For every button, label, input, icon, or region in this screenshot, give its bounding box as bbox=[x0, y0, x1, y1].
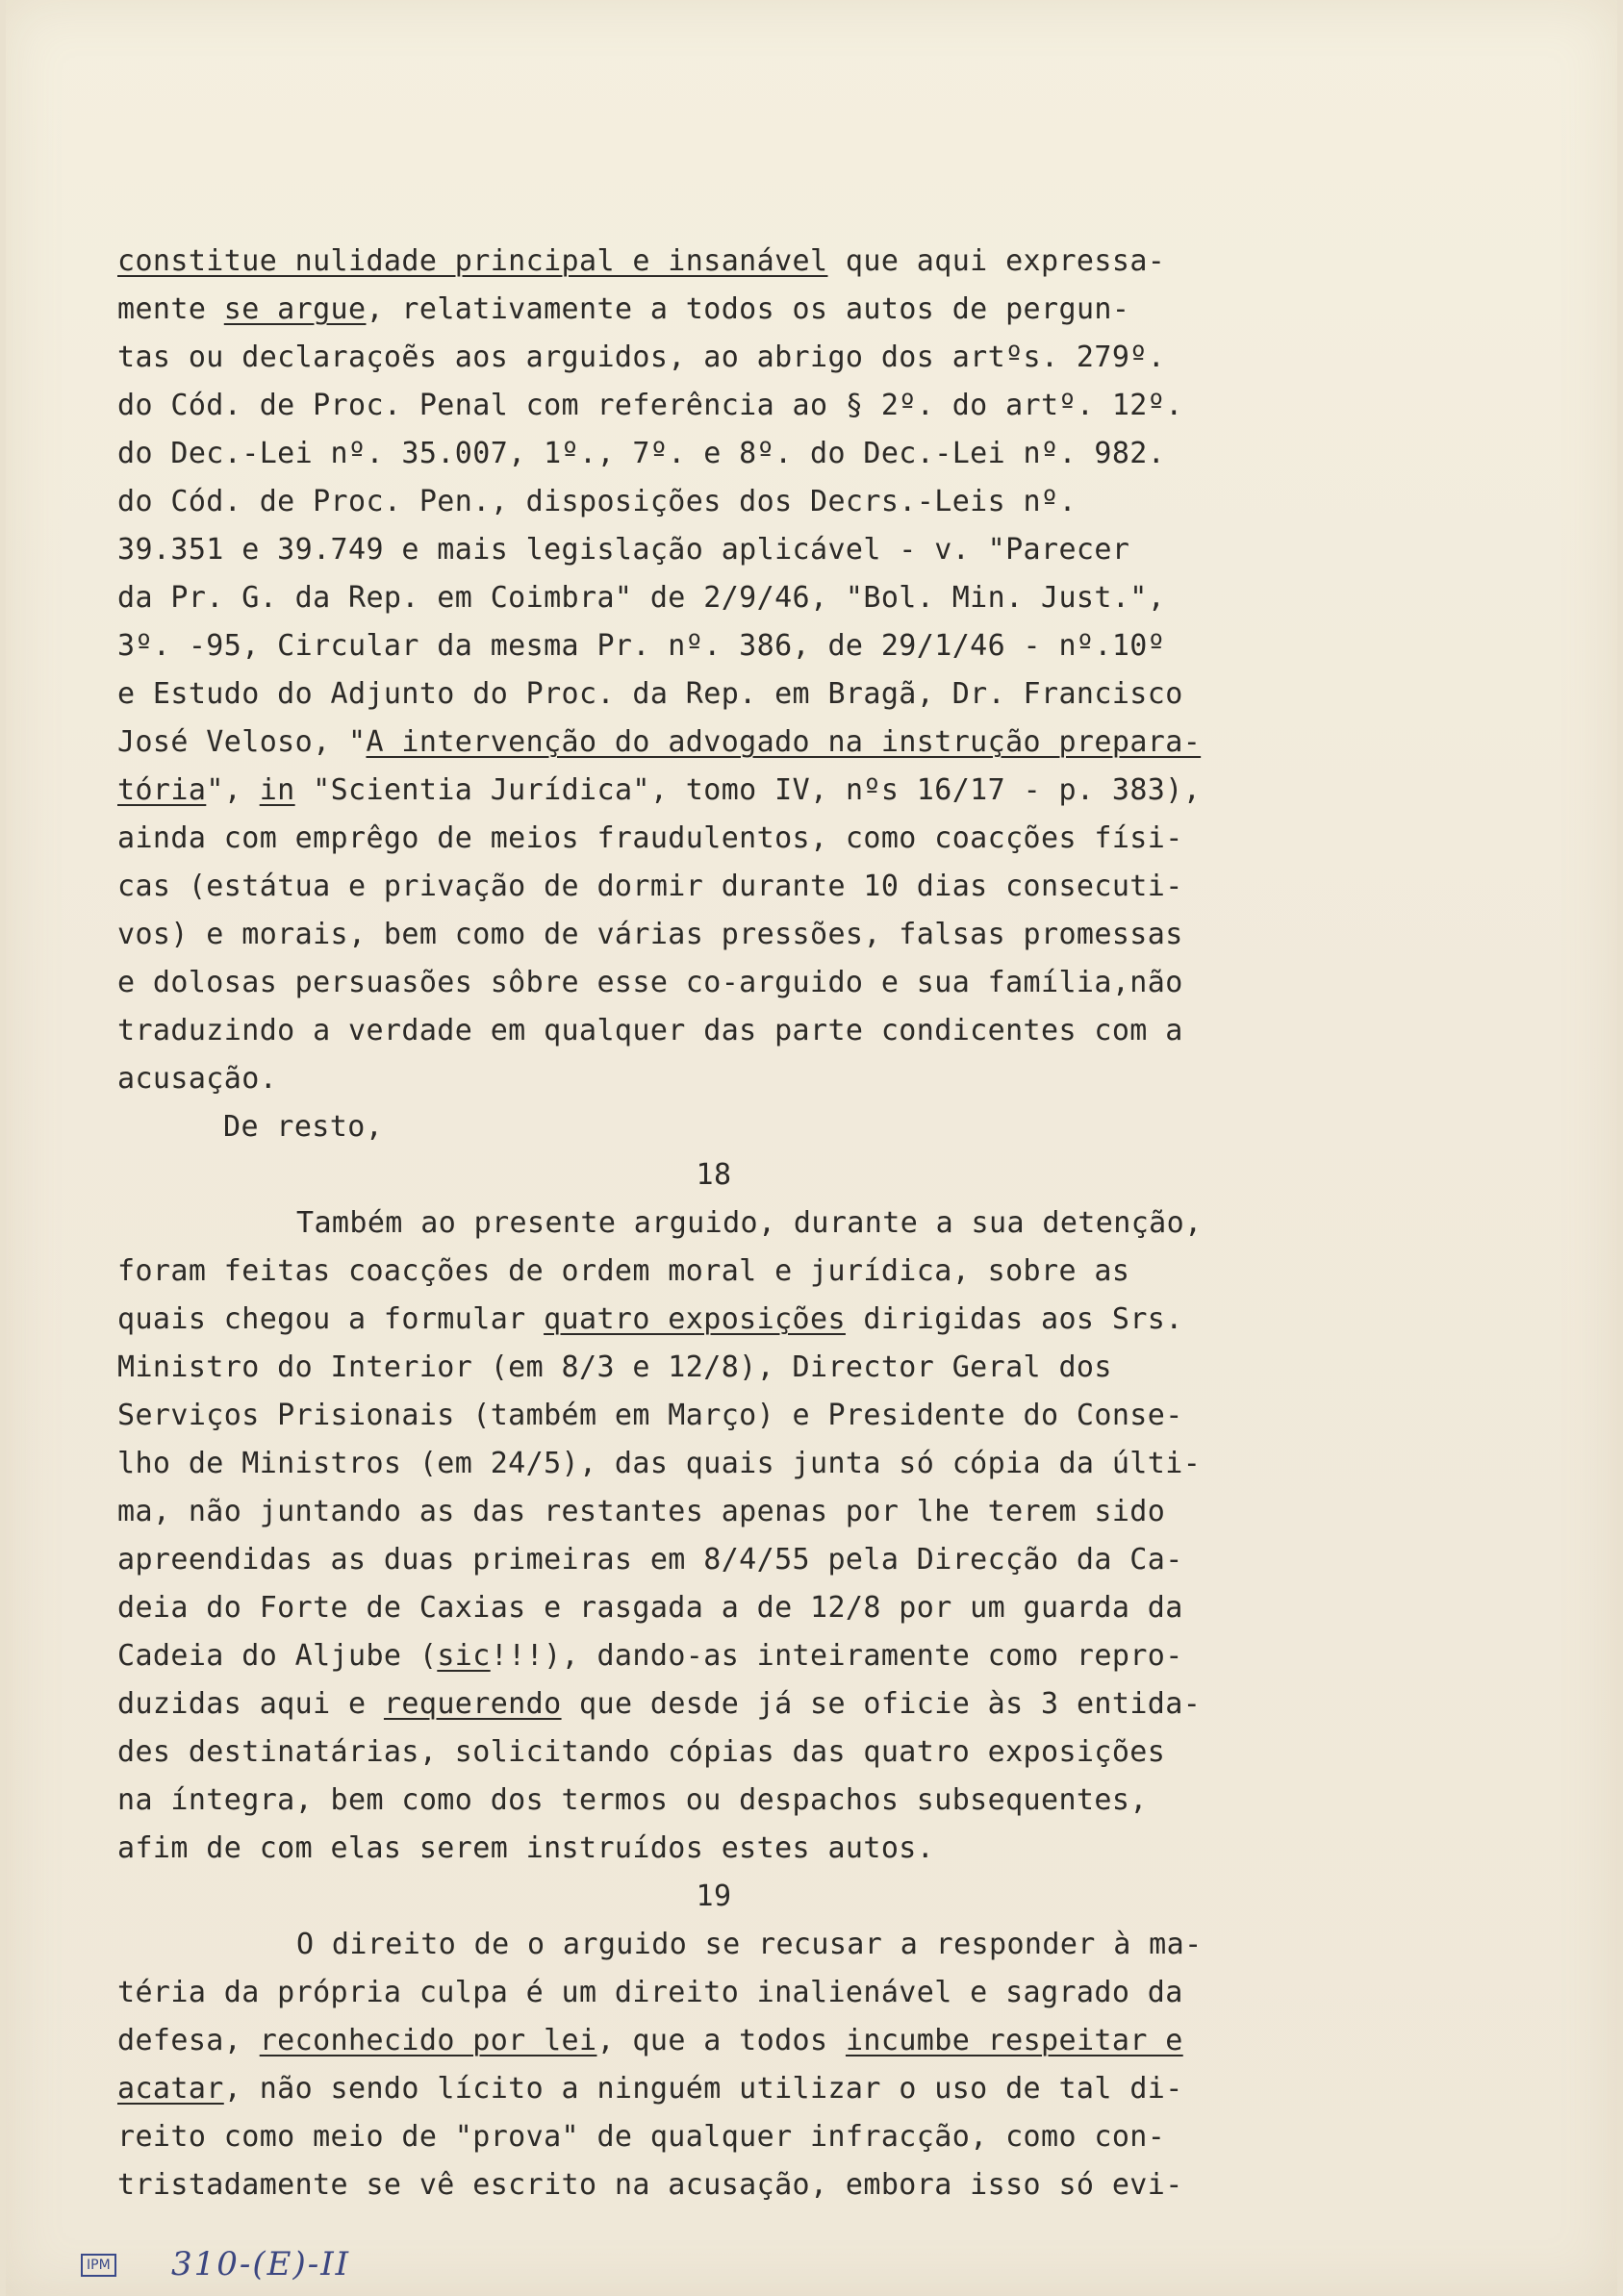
text-line bbox=[117, 2065, 1310, 2113]
handwritten-reference: 310-(E)-II bbox=[171, 2245, 351, 2283]
text-segment: tristadamente se vê escrito na acusação, embora isso só evi- bbox=[117, 2168, 1183, 2202]
text-segment: mente bbox=[117, 292, 224, 326]
text-line bbox=[117, 430, 1310, 478]
text-segment: ma, não juntando as das restantes apenas por lhe terem sido bbox=[117, 1495, 1166, 1528]
text-line bbox=[117, 334, 1310, 382]
underlined-text: in bbox=[259, 773, 295, 807]
text-segment: afim de com elas serem instruídos estes autos. bbox=[117, 1831, 935, 1865]
text-line bbox=[117, 1248, 1310, 1296]
text-segment: Serviços Prisionais (também em Março) e Presidente do Conse- bbox=[117, 1399, 1183, 1432]
text-line bbox=[117, 1632, 1310, 1680]
section-number-18: 18 bbox=[696, 1158, 732, 1192]
text-segment: Também ao presente arguido, durante a sua detenção, bbox=[296, 1206, 1203, 1240]
text-line bbox=[117, 1344, 1310, 1392]
underlined-text: acatar bbox=[117, 2072, 224, 2106]
text-line bbox=[117, 1584, 1310, 1632]
text-segment: ainda com emprêgo de meios fraudulentos, como coacções físi- bbox=[117, 821, 1183, 855]
document-page bbox=[6, 0, 1617, 2296]
text-line bbox=[117, 1392, 1310, 1440]
text-line bbox=[117, 238, 1310, 286]
text-line bbox=[117, 1007, 1310, 1055]
paragraph-continuation bbox=[117, 238, 1310, 1103]
paragraph-18 bbox=[117, 1199, 1310, 1873]
text-line bbox=[117, 1777, 1310, 1825]
text-segment: que aqui expressa- bbox=[827, 244, 1166, 278]
text-line bbox=[117, 1921, 1310, 1969]
text-line bbox=[117, 622, 1310, 670]
text-line bbox=[117, 478, 1310, 526]
text-line bbox=[117, 815, 1310, 863]
text-line bbox=[117, 1488, 1310, 1536]
text-segment: Ministro do Interior (em 8/3 e 12/8), Director Geral dos bbox=[117, 1350, 1112, 1384]
underlined-text: incumbe respeitar e bbox=[845, 2024, 1183, 2057]
text-line bbox=[117, 911, 1310, 959]
typed-text-body bbox=[117, 238, 1310, 2209]
text-segment: do Cód. de Proc. Penal com referência ao § 2º. do artº. 12º. bbox=[117, 389, 1183, 422]
text-segment: José Veloso, " bbox=[117, 725, 367, 759]
text-segment: 39.351 e 39.749 e mais legislação aplicável - v. "Parecer bbox=[117, 533, 1130, 567]
text-segment: "Scientia Jurídica", tomo IV, nºs 16/17 - p. 383), bbox=[294, 773, 1202, 807]
text-line bbox=[117, 1825, 1310, 1873]
text-segment: vos) e morais, bem como de várias pressões, falsas promessas bbox=[117, 918, 1183, 951]
text-line bbox=[117, 2017, 1310, 2065]
text-segment: deia do Forte de Caxias e rasgada a de 12/8 por um guarda da bbox=[117, 1591, 1183, 1625]
de-resto-line: De resto, bbox=[223, 1110, 384, 1144]
ipm-stamp: IPM bbox=[81, 2254, 116, 2277]
text-segment: , que a todos bbox=[596, 2024, 846, 2057]
text-line bbox=[117, 959, 1310, 1007]
text-segment: e Estudo do Adjunto do Proc. da Rep. em Bragã, Dr. Francisco bbox=[117, 677, 1183, 711]
text-segment: do Cód. de Proc. Pen., disposições dos Decrs.-Leis nº. bbox=[117, 485, 1077, 518]
text-line bbox=[117, 1536, 1310, 1584]
text-segment: ", bbox=[206, 773, 260, 807]
text-line bbox=[117, 1440, 1310, 1488]
text-line bbox=[117, 863, 1310, 911]
text-line bbox=[117, 1969, 1310, 2017]
text-segment: !!!), dando-as inteiramente como repro- bbox=[490, 1639, 1183, 1673]
text-line bbox=[117, 767, 1310, 815]
text-segment: lho de Ministros (em 24/5), das quais junta só cópia da últi- bbox=[117, 1447, 1202, 1480]
text-segment: , relativamente a todos os autos de pergun- bbox=[366, 292, 1130, 326]
text-segment: acusação. bbox=[117, 1062, 278, 1096]
underlined-text: requerendo bbox=[383, 1687, 562, 1721]
text-line bbox=[117, 526, 1310, 574]
text-line bbox=[117, 382, 1310, 430]
text-segment: tas ou declaraçoẽs aos arguidos, ao abrigo dos artºs. 279º. bbox=[117, 341, 1166, 374]
text-segment: cas (estátua e privação de dormir durante 10 dias consecuti- bbox=[117, 870, 1183, 903]
text-segment: foram feitas coacções de ordem moral e jurídica, sobre as bbox=[117, 1254, 1130, 1288]
text-segment: duzidas aqui e bbox=[117, 1687, 384, 1721]
text-segment: des destinatárias, solicitando cópias das quatro exposições bbox=[117, 1735, 1166, 1769]
text-segment: que desde já se oficie às 3 entida- bbox=[561, 1687, 1202, 1721]
text-segment: téria da própria culpa é um direito inalienável e sagrado da bbox=[117, 1976, 1183, 2009]
paragraph-19 bbox=[117, 1921, 1310, 2209]
text-line bbox=[117, 1680, 1310, 1728]
underlined-text: A intervenção do advogado na instrução prepara- bbox=[366, 725, 1202, 759]
text-line bbox=[117, 2113, 1310, 2161]
text-line bbox=[117, 574, 1310, 622]
text-segment: apreendidas as duas primeiras em 8/4/55 pela Direcção da Ca- bbox=[117, 1543, 1183, 1577]
text-line bbox=[117, 2161, 1310, 2209]
text-segment: na íntegra, bem como dos termos ou despachos subsequentes, bbox=[117, 1783, 1148, 1817]
underlined-text: sic bbox=[437, 1639, 491, 1673]
text-segment: reito como meio de "prova" de qualquer infracção, como con- bbox=[117, 2120, 1166, 2154]
text-segment: quais chegou a formular bbox=[117, 1302, 545, 1336]
underlined-text: reconhecido por lei bbox=[259, 2024, 597, 2057]
section-number-19: 19 bbox=[696, 1880, 732, 1913]
text-segment: 3º. -95, Circular da mesma Pr. nº. 386, de 29/1/46 - nº.10º bbox=[117, 629, 1166, 663]
text-line bbox=[117, 1296, 1310, 1344]
text-line bbox=[117, 670, 1310, 719]
text-segment: e dolosas persuasões sôbre esse co-arguido e sua família,não bbox=[117, 966, 1183, 999]
text-segment: defesa, bbox=[117, 2024, 260, 2057]
text-segment: Cadeia do Aljube ( bbox=[117, 1639, 438, 1673]
text-line bbox=[117, 286, 1310, 334]
text-segment: do Dec.-Lei nº. 35.007, 1º., 7º. e 8º. do Dec.-Lei nº. 982. bbox=[117, 437, 1166, 470]
text-segment: O direito de o arguido se recusar a responder à ma- bbox=[296, 1928, 1203, 1961]
text-line bbox=[117, 719, 1310, 767]
text-line bbox=[117, 1728, 1310, 1777]
text-segment: da Pr. G. da Rep. em Coimbra" de 2/9/46, "Bol. Min. Just.", bbox=[117, 581, 1166, 615]
underlined-text: quatro exposições bbox=[544, 1302, 846, 1336]
text-segment: traduzindo a verdade em qualquer das parte condicentes com a bbox=[117, 1014, 1183, 1047]
underlined-text: tória bbox=[117, 773, 207, 807]
underlined-text: constitue nulidade principal e insanável bbox=[117, 244, 828, 278]
text-segment: dirigidas aos Srs. bbox=[845, 1302, 1183, 1336]
text-segment: , não sendo lícito a ninguém utilizar o uso de tal di- bbox=[223, 2072, 1183, 2106]
text-line bbox=[117, 1055, 1310, 1103]
text-line bbox=[117, 1199, 1310, 1248]
underlined-text: se argue bbox=[223, 292, 367, 326]
